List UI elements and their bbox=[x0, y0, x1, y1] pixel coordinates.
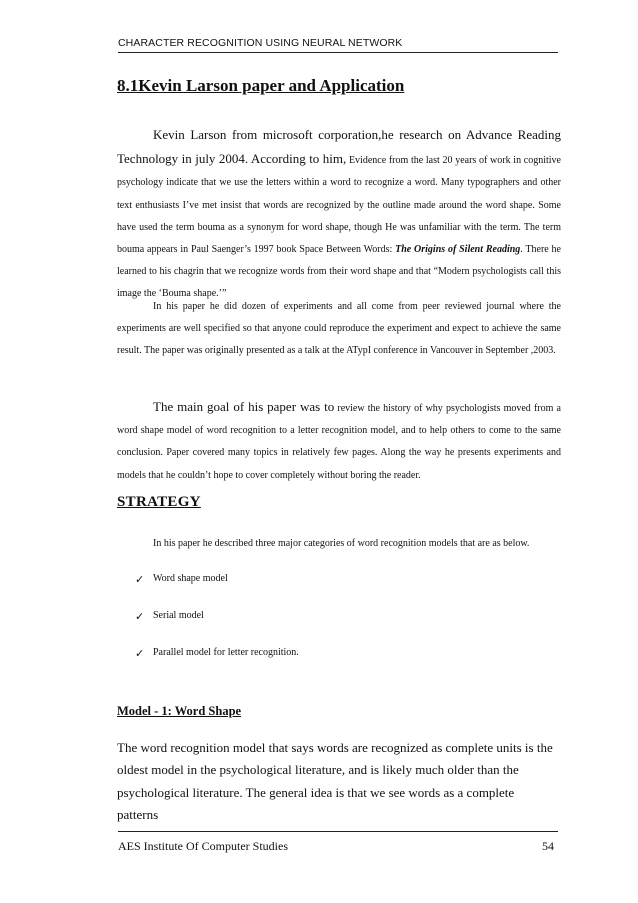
paragraph-body: In his paper he did dozen of experiments and all come from peer reviewed journal where the experiments are well specified so that anyone could reproduce the experiment and expect to achieve the same result. The paper was originally presented as a talk at the ATypI conference in Vancouver in September ,2003. bbox=[117, 301, 561, 357]
list-item-label: Parallel model for letter recognition. bbox=[153, 647, 299, 658]
checkmark-icon: ✓ bbox=[135, 647, 145, 660]
strategy-heading: STRATEGY bbox=[117, 494, 201, 510]
section-heading: 8.1Kevin Larson paper and Application bbox=[117, 76, 405, 95]
book-title: The Origins of Silent Reading bbox=[395, 244, 521, 256]
list-item-label: Word shape model bbox=[153, 573, 228, 584]
list-item bbox=[135, 573, 299, 610]
checkmark-icon: ✓ bbox=[135, 573, 145, 586]
paragraph-body: review the history of why psychologists moved from a word shape model of word recognition to a letter recognition model, and to help others to come to the same conclusion. Paper covered many topics in relatively few pages. Along the way he presents experiments and models that he couldn’t hope to cover completely without boring the reader. bbox=[117, 403, 561, 481]
list-item bbox=[135, 610, 299, 647]
paragraph-word-shape: The word recognition model that says words are recognized as complete units is the oldest model in the psychological literature, and is likely much older than the psychological literature. The general idea is that we see words as a complete patterns bbox=[117, 740, 553, 822]
paragraph-body-end: . There he learned to his chagrin that we recognize words from their word shape and that “Modern psychologists call this image the ‘Bouma shape.’” bbox=[117, 244, 561, 300]
page-footer bbox=[118, 831, 558, 854]
paragraph-main-goal bbox=[117, 396, 561, 487]
model-1-heading: Model - 1: Word Shape bbox=[117, 704, 242, 718]
running-header: CHARACTER RECOGNITION USING NEURAL NETWORK bbox=[118, 37, 558, 53]
checkmark-icon: ✓ bbox=[135, 610, 145, 623]
paragraph-lead: The main goal of his paper was to bbox=[153, 399, 335, 414]
paragraph-body: Evidence from the last 20 years of work in cognitive psychology indicate that we use the letters within a word to recognize a word. Many typographers and other text enthusiasts I’ve met insist that words are recognized by the outline made around the word shape. Some have used the term bouma as a synonym for word shape, though He was unfamiliar with the term. The term bouma appears in Paul Saenger’s 1997 book Space Between Words: bbox=[117, 155, 561, 256]
page-number: 54 bbox=[542, 839, 554, 853]
paragraph-experiments bbox=[117, 296, 561, 363]
model-list bbox=[135, 573, 299, 684]
paragraph-lead: Kevin Larson from microsoft corporation,he research on Advance Reading Technology in july 2004. According to him, bbox=[117, 127, 561, 167]
list-item bbox=[135, 647, 299, 684]
footer-institute: AES Institute Of Computer Studies bbox=[118, 839, 288, 853]
list-item-label: Serial model bbox=[153, 610, 204, 621]
paragraph-larson-intro bbox=[117, 124, 561, 306]
strategy-intro: In his paper he described three major categories of word recognition models that are as below. bbox=[153, 538, 530, 549]
